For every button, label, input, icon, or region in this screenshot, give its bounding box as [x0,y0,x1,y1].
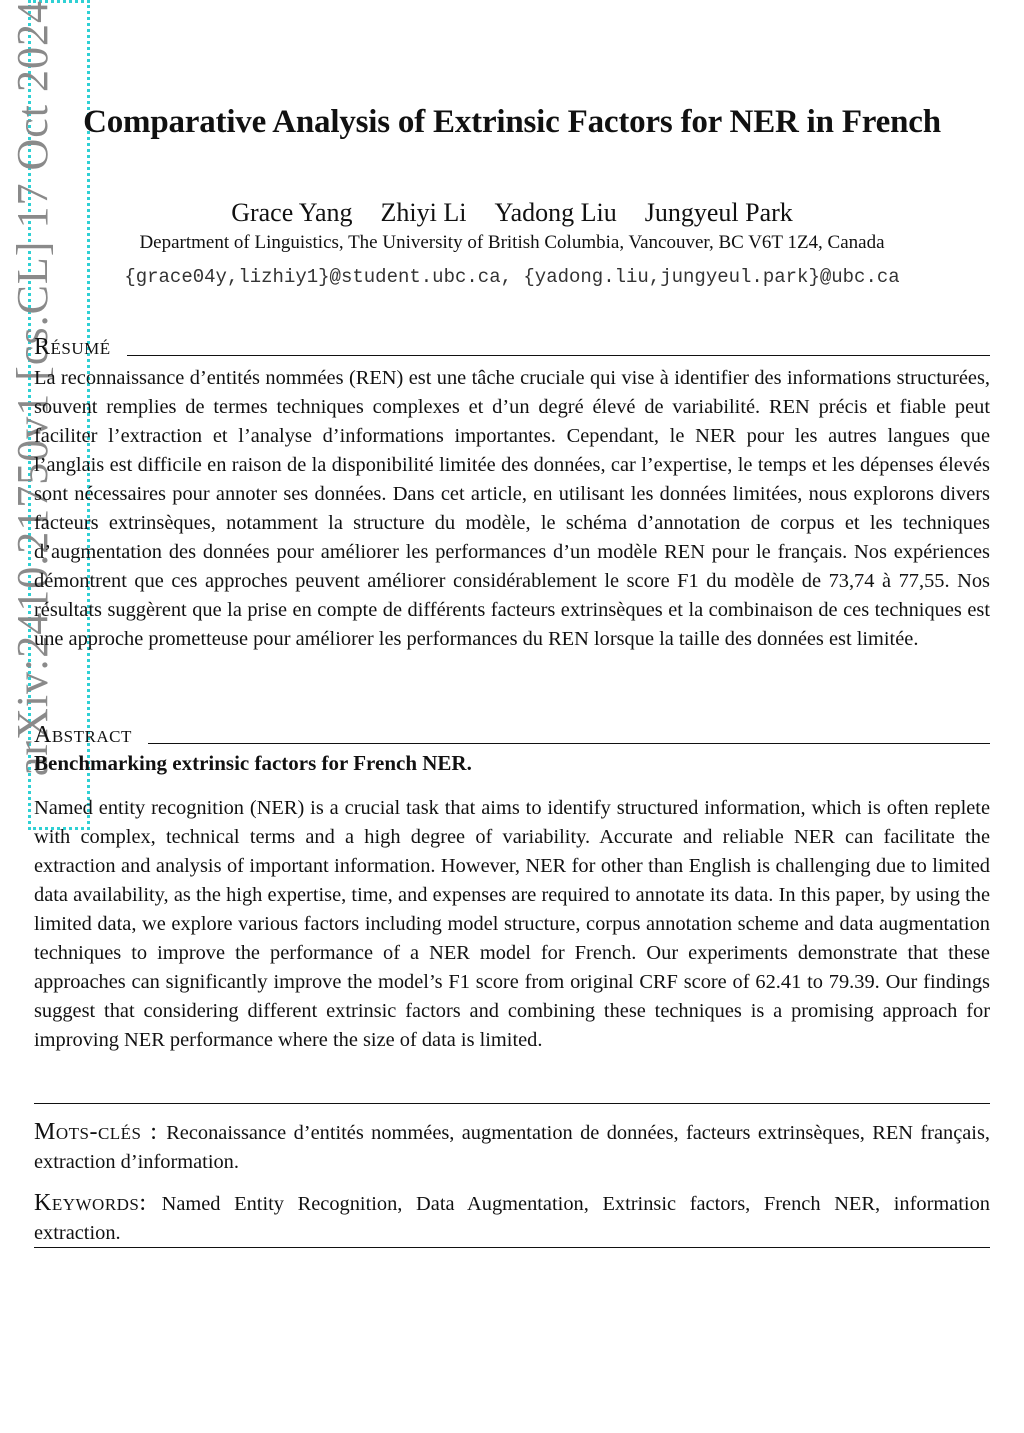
mots-cles-label: Mots-clés : [34,1119,167,1145]
section-rule [148,743,990,744]
keywords-text: Named Entity Recognition, Data Augmentation, Extrinsic factors, French NER, information extraction. [34,1193,990,1244]
mots-cles-block [34,1118,990,1177]
abstract-heading-row [34,723,990,747]
author-name: Yadong Liu [494,198,617,227]
abstract-heading: Abstract [34,722,132,748]
abstract-text: Named entity recognition (NER) is a crucial task that aims to identify structured information, which is often replete with complex, technical terms and a high degree of variability. Accurate and reliable NER can facilitate the extraction and analysis of important information. However, NER for other than English is challenging due to limited data availability, as the high expertise, time, and expenses are required to annotate its data. In this paper, by using the limited data, we explore various factors including model structure, corpus annotation scheme and data augmentation techniques to improve the performance of a NER model for French. Our experiments demonstrate that these approaches can significantly improve the model’s F1 score from original CRF score of 62.41 to 79.39. Our findings suggest that considering different extrinsic factors and combining these techniques is a promising approach for improving NER performance where the size of data is limited. [34,797,990,1051]
author-list [34,198,990,228]
mots-cles-text: Reconaissance d’entités nommées, augmentation de données, facteurs extrinsèques, REN français, extraction d’information. [34,1122,990,1173]
resume-heading-row [34,335,990,359]
keywords-bottom-rule [34,1247,990,1248]
resume-text: La reconnaissance d’entités nommées (REN) est une tâche cruciale qui vise à identifier des informations structurées, souvent remplies de termes techniques complexes et d’un degré élevé de variabilité. REN précis et fiable peut faciliter l’extraction et l’analyse d’informations importantes. Cependant, le NER pour les autres langues que l’anglais est difficile en raison de la disponibilité limitée des données, car l’expertise, le temps et les dépenses élevés sont nécessaires pour annoter ses données. Dans cet article, en utilisant les données limitées, nous explorons divers facteurs extrinsèques, notamment la structure du modèle, le schéma d’annotation de corpus et les techniques d’augmentation des données pour améliorer les performances d’un modèle REN pour le français. Nos expériences démontrent que ces approches peuvent améliorer considérablement le score F1 du modèle de 73,74 à 77,55. Nos résultats suggèrent que la prise en compte de différents facteurs extrinsèques et la combinaison de ces techniques est une approche prometteuse pour améliorer les performances du REN lorsque la taille des données est limitée. [34,367,990,650]
keywords-top-rule [34,1103,990,1104]
keywords-block [34,1189,990,1248]
section-rule [127,355,990,356]
author-name: Zhiyi Li [380,198,467,227]
author-emails: {grace04y,lizhiy1}@student.ubc.ca, {yadong.liu,jungyeul.park}@ubc.ca [124,266,900,288]
author-name: Jungyeul Park [644,198,793,227]
paper-title: Comparative Analysis of Extrinsic Factors for NER in French [83,104,941,140]
affiliation: Department of Linguistics, The University of British Columbia, Vancouver, BC V6T 1Z4, Canada [139,232,885,253]
arxiv-side-stamp[interactable]: arXiv:2410.21750v1 [cs.CL] 17 Oct 2024 [7,0,57,777]
keywords-label: Keywords: [34,1190,162,1216]
resume-heading: Résumé [34,334,111,360]
author-name: Grace Yang [231,198,353,227]
abstract-subtitle: Benchmarking extrinsic factors for French NER. [34,751,472,775]
